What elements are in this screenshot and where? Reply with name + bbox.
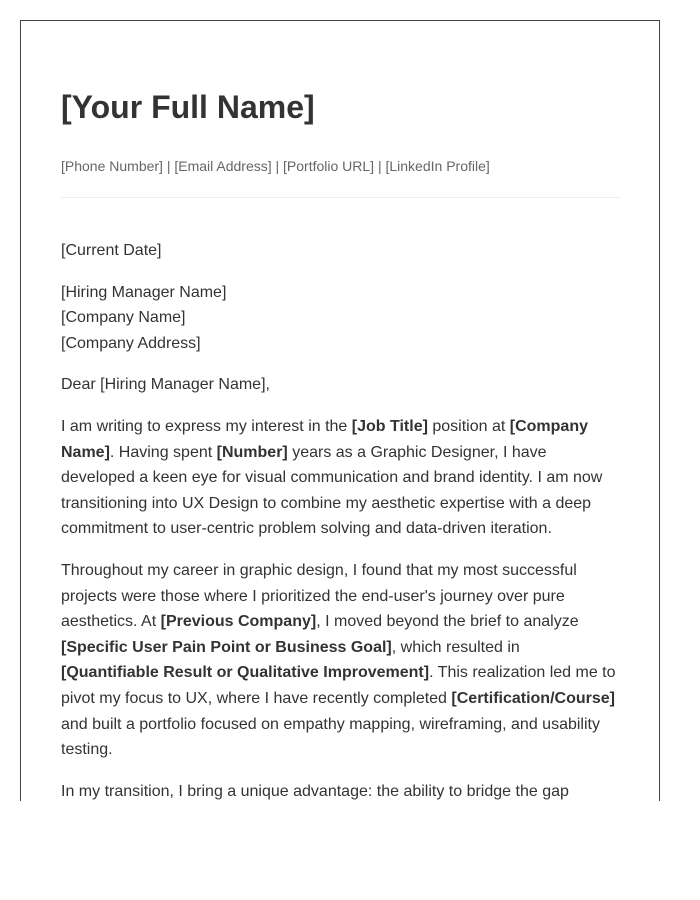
- paragraph-text: . Having spent: [109, 443, 217, 461]
- paragraph-experience: [61, 558, 621, 763]
- paragraph-text: years as a Graphic Designer, I have developed a keen eye for visual communication and brand identity. I am now transitioning into UX Design to combine my aesthetic expertise with a deep commitment to user-centric problem solving and data-driven iteration.: [61, 443, 603, 538]
- applicant-name: [Your Full Name]: [61, 89, 315, 125]
- placeholder-years: [Number]: [216, 443, 288, 461]
- letter-date: [Current Date]: [61, 242, 162, 259]
- paragraph-text: position at: [427, 417, 510, 435]
- salutation: Dear [Hiring Manager Name],: [61, 376, 270, 394]
- recipient-manager: [Hiring Manager Name]: [61, 283, 227, 301]
- placeholder-pain-point: [Specific User Pain Point or Business Goal]: [61, 638, 392, 656]
- paragraph-text: , which resulted in: [391, 638, 520, 656]
- placeholder-job-title: [Job Title]: [351, 417, 428, 435]
- recipient-address: [Company Address]: [61, 334, 201, 352]
- letter-page: [20, 20, 660, 801]
- letter-body: [61, 238, 621, 801]
- paragraph-text: In my transition, I bring a unique advantage: the ability to bridge the gap: [61, 782, 569, 800]
- contact-line: [Phone Number] | [Email Address] | [Portfolio URL] | [LinkedIn Profile]: [61, 158, 490, 174]
- placeholder-result: [Quantifiable Result or Qualitative Improvement]: [61, 664, 430, 682]
- recipient-block: [61, 280, 621, 357]
- header-divider: [61, 197, 621, 198]
- placeholder-certification: [Certification/Course]: [451, 689, 615, 707]
- recipient-company: [Company Name]: [61, 309, 186, 327]
- paragraph-text: and built a portfolio focused on empathy mapping, wireframing, and usability testing.: [61, 715, 600, 759]
- paragraph-intro: [61, 414, 621, 542]
- paragraph-text: I am writing to express my interest in the: [61, 417, 352, 435]
- paragraph-transition: [61, 779, 621, 801]
- placeholder-company-name: [Company Name]: [61, 417, 588, 461]
- paragraph-text: . This realization led me to pivot my focus to UX, where I have recently completed: [61, 664, 616, 707]
- placeholder-previous-company: [Previous Company]: [160, 613, 317, 631]
- paragraph-text: , I moved beyond the brief to analyze: [316, 613, 579, 631]
- paragraph-text: Throughout my career in graphic design, I found that my most successful projects were those where I prioritized the end-user's journey over pure aesthetics. At: [61, 561, 577, 631]
